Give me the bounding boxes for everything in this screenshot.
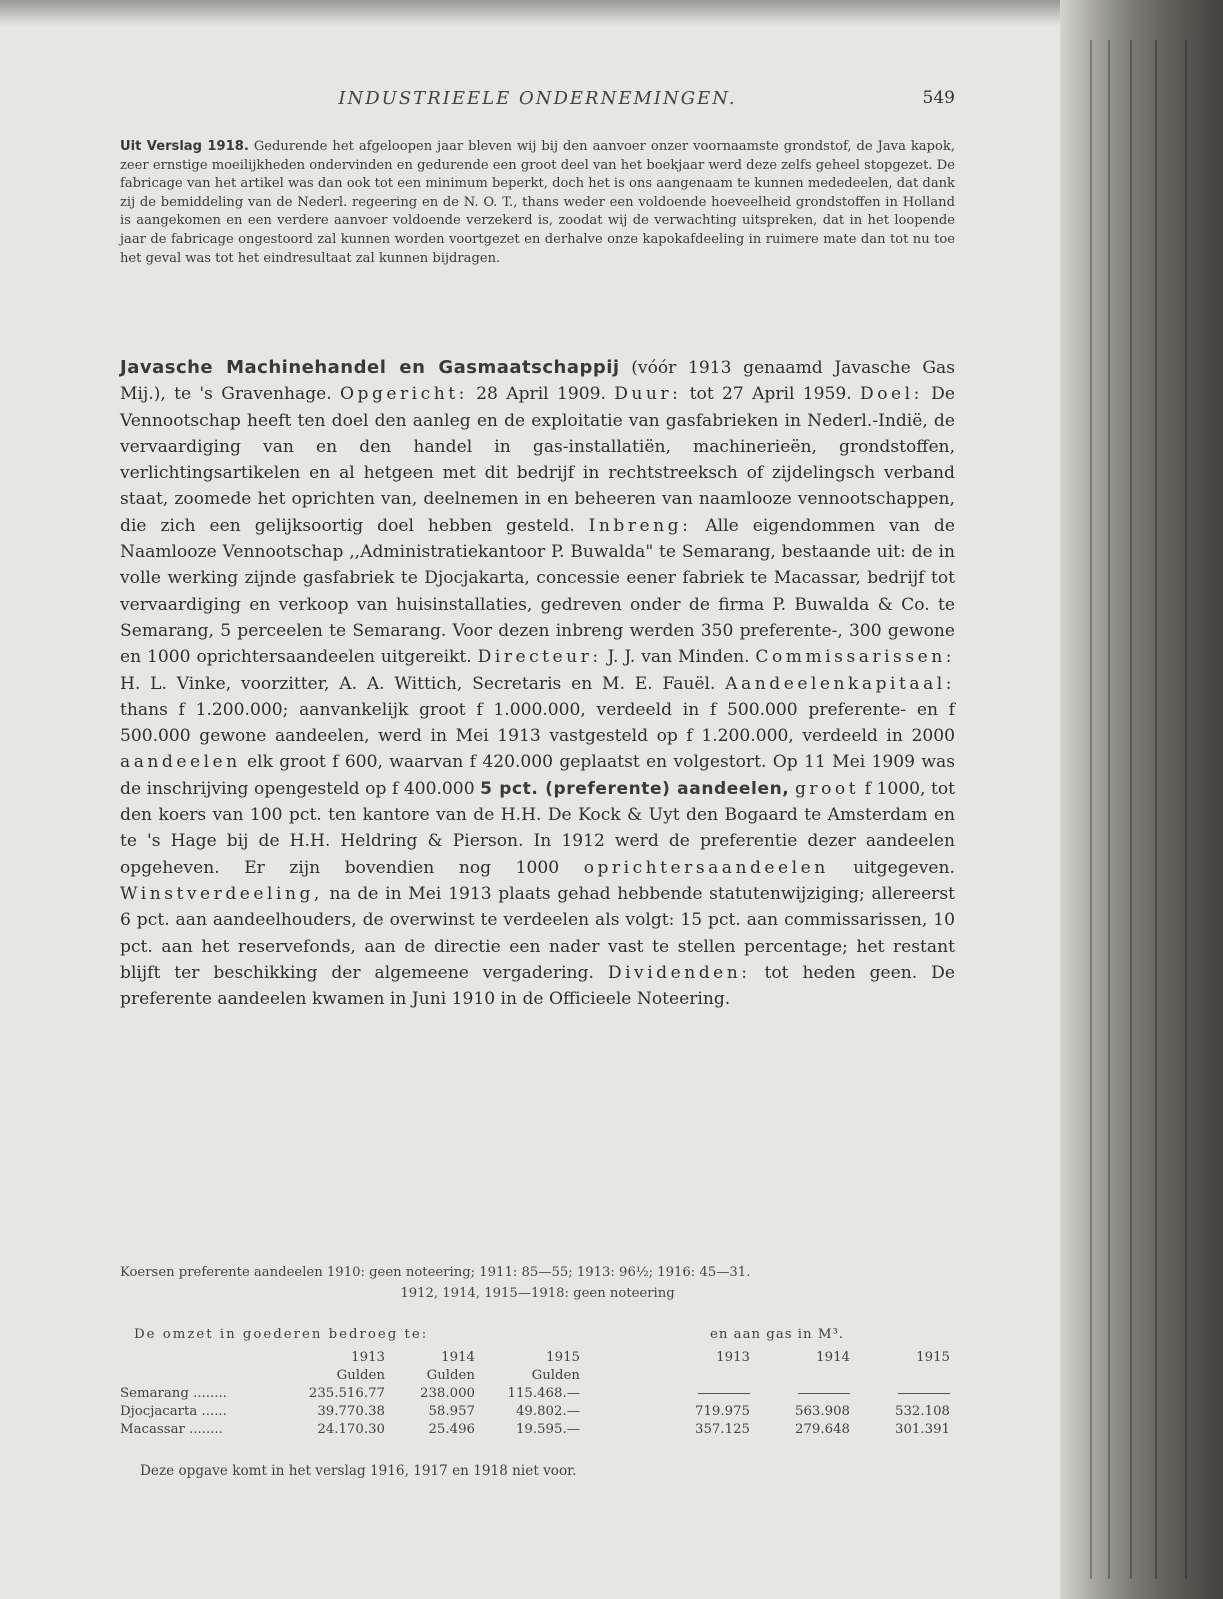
label-commissarissen: Commissarissen: bbox=[755, 647, 955, 668]
table-unit-row bbox=[120, 1367, 955, 1385]
article-text-12: na de in Mei 1913 plaats gehad hebbende statutenwijziging; allereerst 6 pct. aan aandeelhouders, de overwinst te verdeelen als volgt: 15 pct. aan commissarissen, 10 pct. aan het reservefonds, aan de directie een nader vast te stellen percentage; het restant blijft ter beschikking der algemeene vergadering. bbox=[120, 883, 955, 983]
cell-gulden-1913: 39.770.38 bbox=[317, 1404, 385, 1419]
cell-gulden-1913: 235.516.77 bbox=[308, 1386, 385, 1401]
article-text-9: elk groot f 600, waarvan f 420.000 geplaatst en volgestort. Op 11 Mei 1909 was de inschrijving opengesteld op f 400.000 bbox=[120, 752, 955, 799]
company-article bbox=[120, 355, 955, 1012]
cell-gas-1915: 301.391 bbox=[895, 1422, 950, 1437]
cell-gas-1915: 532.108 bbox=[895, 1404, 950, 1419]
koersen-line-2: 1912, 1914, 1915—1918: geen noteering bbox=[400, 1286, 675, 1301]
book-page-edge bbox=[1060, 0, 1223, 1599]
running-title: INDUSTRIEELE ONDERNEMINGEN. bbox=[338, 88, 737, 109]
omzet-table bbox=[120, 1327, 955, 1479]
page-number: 549 bbox=[922, 88, 955, 108]
koersen-block bbox=[120, 1262, 955, 1304]
table-row bbox=[120, 1385, 955, 1403]
label-groot: groot bbox=[794, 778, 860, 799]
cell-gas-1914: 279.648 bbox=[795, 1422, 850, 1437]
article-text-4: De Vennootschap heeft ten doel den aanleg en de exploitatie van gasfabrieken in Nederl.-Indië, de vervaardiging van en den handel in gas-installatiën, machinerieën, grondstoffen, verlichtingsartikelen en al hetgeen met dit bedrijf in rechtstreeksch of zijdelingsch verband staat, zoomede het oprichten van, deelnemen in en beheeren van naamlooze vennootschappen, die zich een gelijksoortig doel hebben gesteld. bbox=[120, 384, 955, 536]
cell-gas-1913: 719.975 bbox=[695, 1404, 750, 1419]
table-row bbox=[120, 1403, 955, 1421]
cell-gulden-1915: 115.468.— bbox=[507, 1386, 580, 1401]
article-text-3: tot 27 April 1959. bbox=[681, 384, 861, 405]
year-header: 1914 bbox=[816, 1350, 850, 1365]
cell-gulden-1915: 49.802.— bbox=[515, 1404, 580, 1419]
caption-gas: en aan gas in M³. bbox=[710, 1327, 845, 1342]
page-header bbox=[120, 88, 955, 114]
table-row bbox=[120, 1421, 955, 1439]
article-text-2: 28 April 1909. bbox=[467, 384, 615, 405]
year-header: 1914 bbox=[441, 1350, 475, 1365]
cell-dash bbox=[750, 1385, 850, 1403]
cell-dash bbox=[855, 1385, 950, 1403]
year-header: 1915 bbox=[916, 1350, 950, 1365]
label-winstverdeeling: Winstverdeeling, bbox=[120, 883, 323, 904]
page-top-shadow bbox=[0, 0, 1080, 26]
unit-header: Gulden bbox=[426, 1368, 475, 1383]
article-text-7: H. L. Vinke, voorzitter, A. A. Wittich, Secretaris en M. E. Fauël. bbox=[120, 673, 726, 694]
label-duur: Duur: bbox=[614, 384, 682, 405]
year-header: 1913 bbox=[716, 1350, 750, 1365]
cell-gulden-1915: 19.595.— bbox=[515, 1422, 580, 1437]
table-footnote: Deze opgave komt in het verslag 1916, 1917 en 1918 niet voor. bbox=[140, 1463, 577, 1479]
prelude-text: Gedurende het afgeloopen jaar bleven wij bij den aanvoer onzer voornaamste grondstof, de Java kapok, zeer ernstige moeilijkheden ondervinden en gedurende een groot deel van het boekjaar werd deze zelfs geheel stopgezet. De fabricage van het artikel was dan ook tot een minimum beperkt, doch het is ons aangenaam te kunnen mededeelen, dat dank zij de bemiddeling van de Nederl. regeering en de N. O. T., thans weder een voldoende hoeveelheid grondstoffen in Holland is aangekomen en een verdere aanvoer voldoende verzekerd is, zoodat wij de verwachting uitspreken, dat in het loopende jaar de fabricage ongestoord zal kunnen worden voortgezet en derhalve onze kapokafdeeling in ruimere mate dan tot nu toe het geval was tot het eindresultaat zal kunnen bijdragen. bbox=[120, 139, 955, 266]
edge-line bbox=[1108, 40, 1110, 1579]
cell-gas-1913: 357.125 bbox=[695, 1422, 750, 1437]
unit-header: Gulden bbox=[531, 1368, 580, 1383]
unit-header: Gulden bbox=[336, 1368, 385, 1383]
row-label: Macassar ........ bbox=[120, 1422, 223, 1437]
cell-gulden-1914: 58.957 bbox=[428, 1404, 475, 1419]
article-text-1: (vóór 1913 genaamd Javasche Gas Mij.), te 's Gravenhage. bbox=[120, 358, 955, 405]
edge-line bbox=[1185, 40, 1187, 1579]
label-oprichtersaandeelen: oprichtersaandeelen bbox=[583, 857, 829, 878]
label-preferente-aandeelen: 5 pct. (preferente) aandeelen, bbox=[480, 778, 790, 799]
article-text-5: Alle eigendommen van de Naamlooze Vennootschap ,,Administratiekantoor P. Buwalda" te Semarang, bestaande uit: de in volle werking zijnde gasfabriek te Djocjakarta, concessie eener fabriek te Macassar, bedrijf tot vervaardiging en verkoop van huisinstallaties, gedreven onder de firma P. Buwalda & Co. te Semarang, 5 perceelen te Semarang. Voor dezen inbreng werden 350 preferente-, 300 gewone en 1000 oprichtersaandeelen uitgereikt. bbox=[120, 515, 955, 668]
article-text-10: f 1000, tot den koers van 100 pct. ten kantore van de H.H. De Kock & Uyt den Bogaard te Amsterdam en te 's Hage bij de H.H. Heldring & Pierson. In 1912 werd de preferentie dezer aandeelen opgeheven. Er zijn bovendien nog 1000 bbox=[120, 778, 956, 878]
cell-gulden-1914: 25.496 bbox=[428, 1422, 475, 1437]
article-text-8: thans f 1.200.000; aanvankelijk groot f 1.000.000, verdeeld in f 500.000 preferente- en f 500.000 gewone aandeelen, werd in Mei 1913 vastgesteld op f 1.200.000, verdeeld in 2000 bbox=[120, 699, 955, 747]
article-text-11: uitgegeven. bbox=[828, 857, 955, 878]
table-year-row bbox=[120, 1349, 955, 1367]
label-inbreng: Inbreng: bbox=[588, 515, 692, 536]
label-aandeelen: aandeelen bbox=[120, 752, 241, 773]
year-header: 1913 bbox=[351, 1350, 385, 1365]
label-aandeelenkapitaal: Aandeelenkapitaal: bbox=[725, 673, 955, 694]
row-label: Semarang ........ bbox=[120, 1386, 227, 1401]
cell-dash bbox=[660, 1385, 750, 1403]
label-doel: Doel: bbox=[860, 384, 923, 405]
article-text-6: J. J. van Minden. bbox=[601, 647, 756, 668]
label-directeur: Directeur: bbox=[477, 647, 602, 668]
label-dividenden: Dividenden: bbox=[607, 962, 751, 983]
year-header: 1915 bbox=[546, 1350, 580, 1365]
edge-line bbox=[1155, 40, 1157, 1579]
company-name: Javasche Machinehandel en Gasmaatschappij bbox=[120, 357, 620, 378]
edge-line bbox=[1130, 40, 1132, 1579]
edge-line bbox=[1090, 40, 1092, 1579]
row-label: Djocjacarta ...... bbox=[120, 1404, 227, 1419]
table-caption-row bbox=[120, 1327, 955, 1349]
label-opgericht: Opgericht: bbox=[340, 384, 468, 405]
caption-goederen: De omzet in goederen bedroeg te: bbox=[134, 1327, 429, 1342]
article-text-13: tot heden geen. De preferente aandeelen kwamen in Juni 1910 in de Officieele Noteering. bbox=[120, 962, 955, 1010]
cell-gulden-1913: 24.170.30 bbox=[317, 1422, 385, 1437]
koersen-line-1: Koersen preferente aandeelen 1910: geen noteering; 1911: 85—55; 1913: 96½; 1916: 45—31. bbox=[120, 1265, 751, 1280]
cell-gas-1914: 563.908 bbox=[795, 1404, 850, 1419]
cell-gulden-1914: 238.000 bbox=[420, 1386, 475, 1401]
prelude-paragraph bbox=[120, 138, 955, 268]
prelude-lead: Uit Verslag 1918. bbox=[120, 139, 249, 154]
